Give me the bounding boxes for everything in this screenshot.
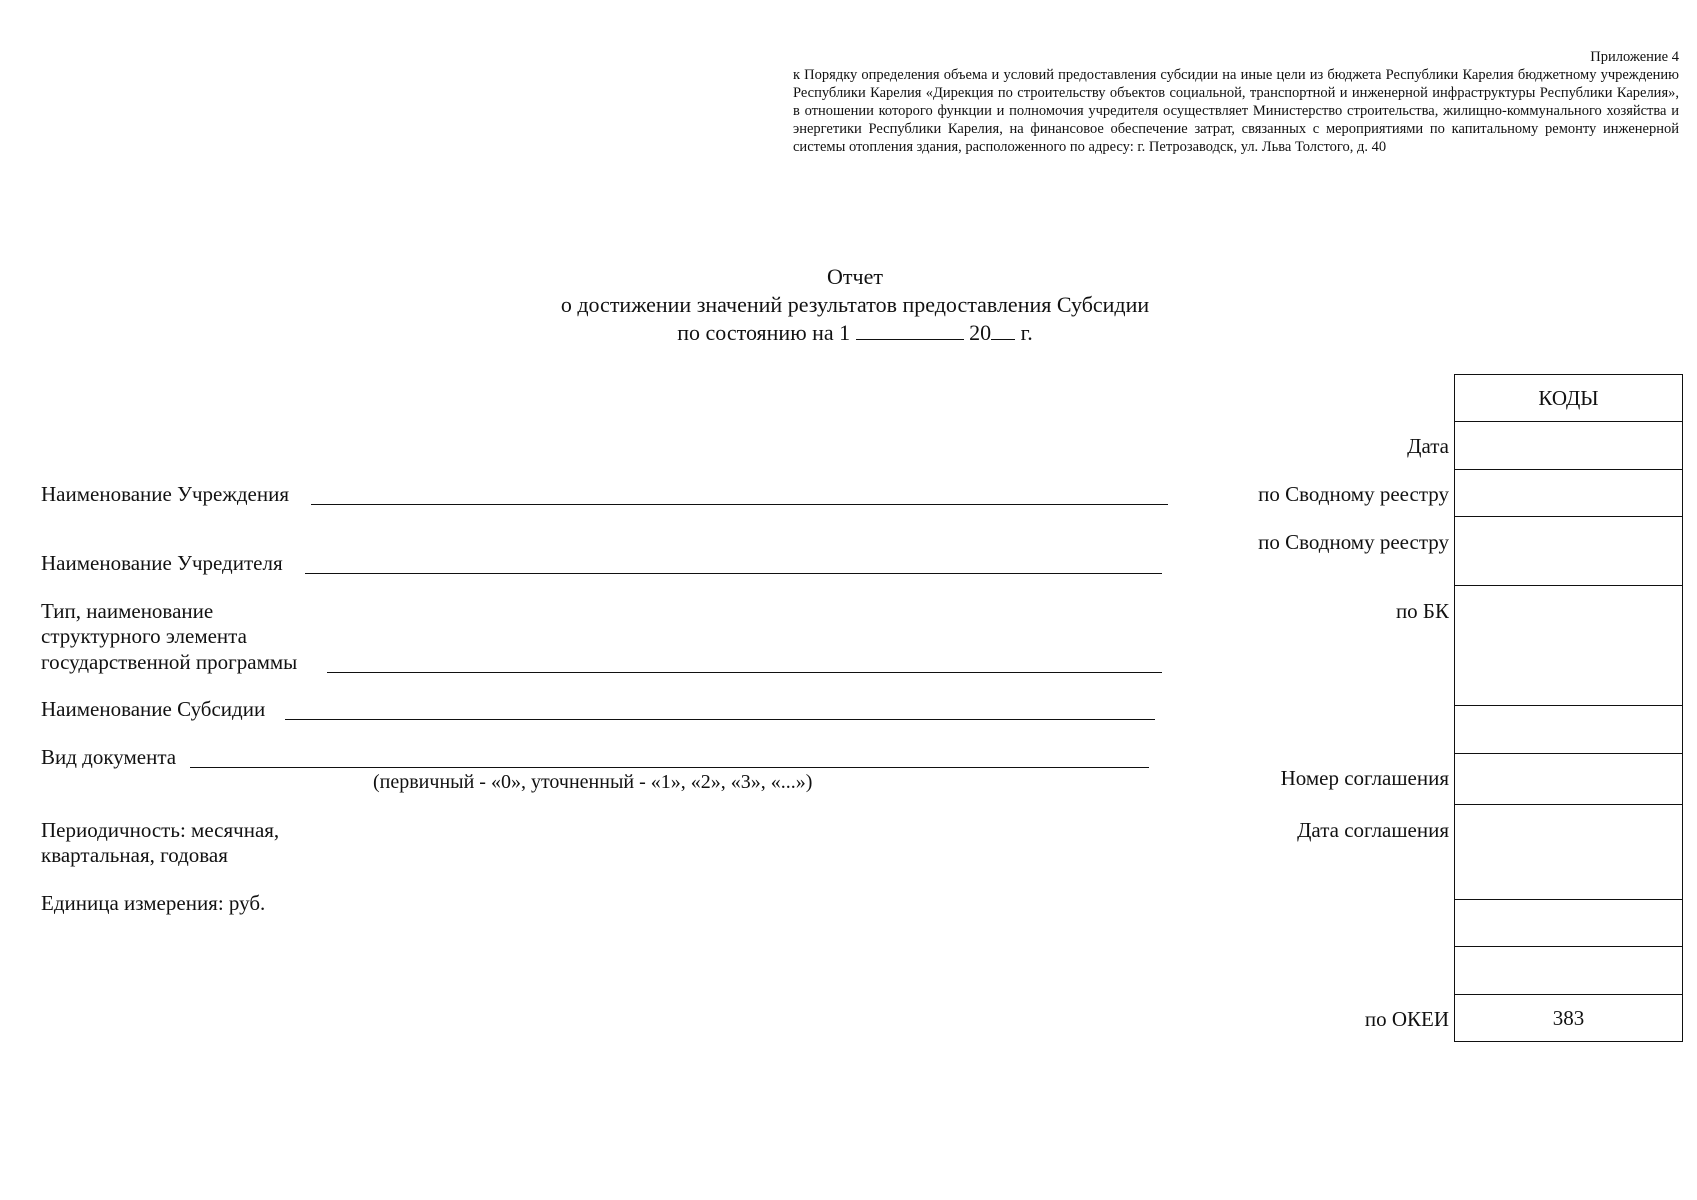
doc-type-hint: (первичный - «0», уточненный - «1», «2», «3», «...»)	[373, 771, 813, 793]
report-date-suffix: г.	[1020, 320, 1033, 345]
report-year-blank[interactable]	[991, 319, 1015, 340]
program-field[interactable]	[327, 672, 1162, 673]
agreement-date-label: Дата соглашения	[1297, 818, 1449, 842]
agreement-number-cell[interactable]	[1455, 754, 1683, 805]
founder-field[interactable]	[305, 573, 1162, 574]
appendix-header	[793, 48, 1679, 156]
report-year-prefix: 20	[969, 320, 992, 345]
periodicity-line-2: квартальная, годовая	[41, 843, 228, 867]
agreement-date-cell[interactable]	[1455, 805, 1683, 900]
date-code-cell[interactable]	[1455, 422, 1683, 470]
registry-code-cell-2[interactable]	[1455, 517, 1683, 586]
okei-label: по ОКЕИ	[1364, 1007, 1449, 1031]
extra-code-cell-2[interactable]	[1455, 900, 1683, 947]
program-label-line-2: структурного элемента	[41, 624, 247, 648]
unit-label: Единица измерения: руб.	[41, 891, 266, 915]
date-label: Дата	[1407, 434, 1449, 458]
okei-code-cell: 383	[1455, 995, 1683, 1042]
report-title-line-2: о достижении значений результатов предоставления Субсидии	[560, 292, 1150, 317]
report-month-blank[interactable]	[856, 319, 964, 340]
subsidy-field[interactable]	[285, 719, 1155, 720]
report-title-line-3	[340, 319, 1370, 347]
report-title	[340, 263, 1370, 347]
registry-label-2: по Сводному реестру	[1258, 530, 1449, 554]
report-title-line-1: Отчет	[827, 264, 883, 289]
founder-label: Наименование Учредителя	[41, 551, 283, 575]
registry-label-1: по Сводному реестру	[1258, 482, 1449, 506]
institution-label: Наименование Учреждения	[41, 482, 289, 506]
extra-code-cell-1[interactable]	[1455, 706, 1683, 754]
agreement-number-label: Номер соглашения	[1280, 766, 1449, 790]
doc-type-label: Вид документа	[41, 745, 177, 769]
bk-code-cell[interactable]	[1455, 586, 1683, 706]
periodicity-line-1: Периодичность: месячная,	[41, 818, 280, 842]
program-label-line-3: государственной программы	[41, 650, 298, 674]
bk-label: по БК	[1395, 599, 1449, 623]
registry-code-cell-1[interactable]	[1455, 470, 1683, 517]
extra-code-cell-3[interactable]	[1455, 947, 1683, 995]
appendix-text: к Порядку определения объема и условий предоставления субсидии на иные цели из бюджета Республики Карелия бюджетному учреждению Республики Карелия «Дирекция по строительству объектов социальной, транспортной и инженерной инфраструктуры Республики Карелия», в отношении которого функции и полномочия учредителя осуществляет Министерство строительства, жилищно-коммунального хозяйства и энергетики Республики Карелия, на финансовое обеспечение затрат, связанных с мероприятиями по капитальному ремонту инженерной системы отопления здания, расположенного по адресу: г. Петрозаводск, ул. Льва Толстого, д. 40	[793, 67, 1679, 155]
institution-field[interactable]	[311, 504, 1168, 505]
subsidy-label: Наименование Субсидии	[41, 697, 266, 721]
codes-header: КОДЫ	[1455, 375, 1683, 422]
appendix-title: Приложение 4	[1590, 49, 1679, 65]
codes-table	[1454, 374, 1683, 1042]
doc-type-field[interactable]	[190, 767, 1149, 768]
report-date-prefix: по состоянию на 1	[677, 320, 851, 345]
program-label-line-1: Тип, наименование	[41, 599, 214, 623]
